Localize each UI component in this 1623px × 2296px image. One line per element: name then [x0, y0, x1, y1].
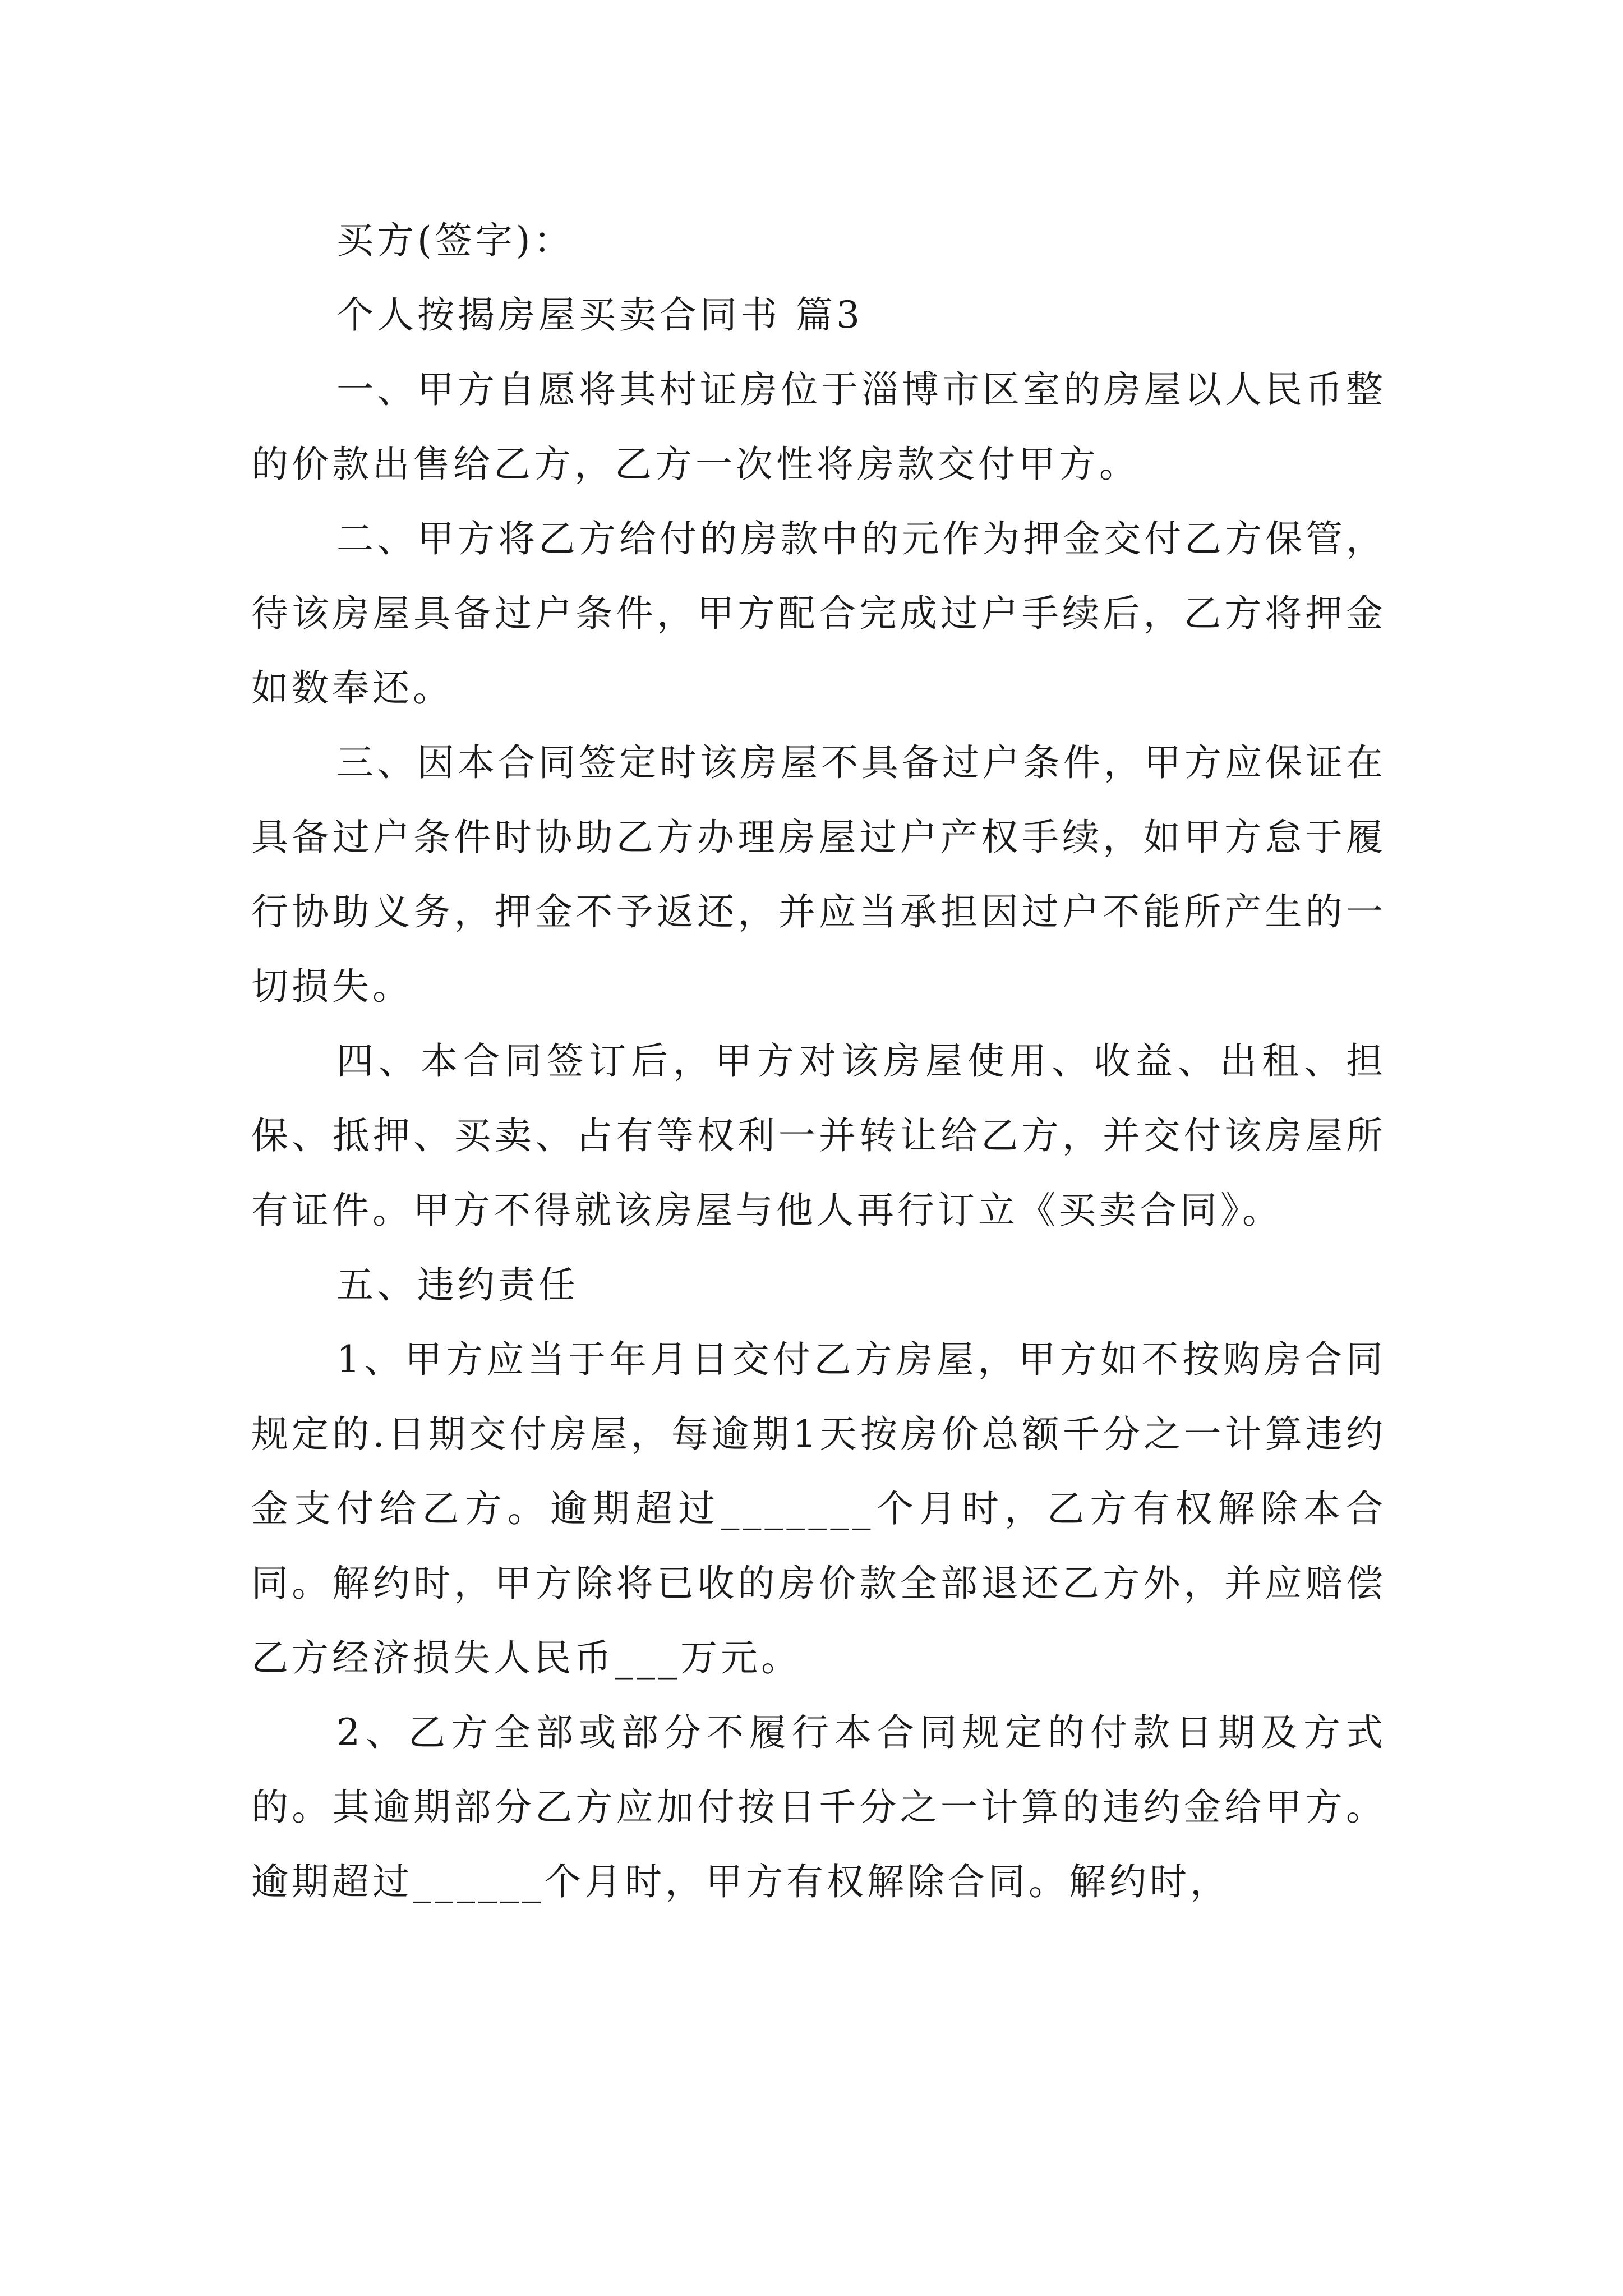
- clause-1: 一、甲方自愿将其村证房位于淄博市区室的房屋以人民币整的价款出售给乙方，乙方一次性将房款交付甲方。: [251, 368, 1386, 486]
- clause-4: 四、本合同签订后，甲方对该房屋使用、收益、出租、担保、抵押、买卖、占有等权利一并转让给乙方，并交付该房屋所有证件。甲方不得就该房屋与他人再行订立《买卖合同》。: [251, 1039, 1386, 1232]
- section-heading: 个人按揭房屋买卖合同书 篇3: [336, 293, 863, 337]
- clause-5-item-1: 1、甲方应当于年月日交付乙方房屋，甲方如不按购房合同规定的.日期交付房屋，每逾期1天按房价总额千分之一计算违约金支付给乙方。逾期超过_______个月时，乙方有权解除本合同。解约时，甲方除将已收的房价款全部退还乙方外，并应赔偿乙方经济损失人民币___万元。: [251, 1338, 1386, 1680]
- clause-5-heading: 五、违约责任: [336, 1263, 579, 1306]
- clause-3: 三、因本合同签定时该房屋不具备过户条件，甲方应保证在具备过户条件时协助乙方办理房屋过户产权手续，如甲方怠于履行协助义务，押金不予返还，并应当承担因过户不能所产生的一切损失。: [251, 741, 1386, 1008]
- buyer-signature-line: 买方(签字)：: [336, 219, 574, 262]
- clause-2: 二、甲方将乙方给付的房款中的元作为押金交付乙方保管，待该房屋具备过户条件，甲方配合完成过户手续后，乙方将押金如数奉还。: [251, 517, 1386, 710]
- clause-5-item-2: 2、乙方全部或部分不履行本合同规定的付款日期及方式的。其逾期部分乙方应加付按日千分之一计算的违约金给甲方。逾期超过______个月时，甲方有权解除合同。解约时，: [251, 1711, 1386, 1903]
- document-body: [251, 203, 1386, 1919]
